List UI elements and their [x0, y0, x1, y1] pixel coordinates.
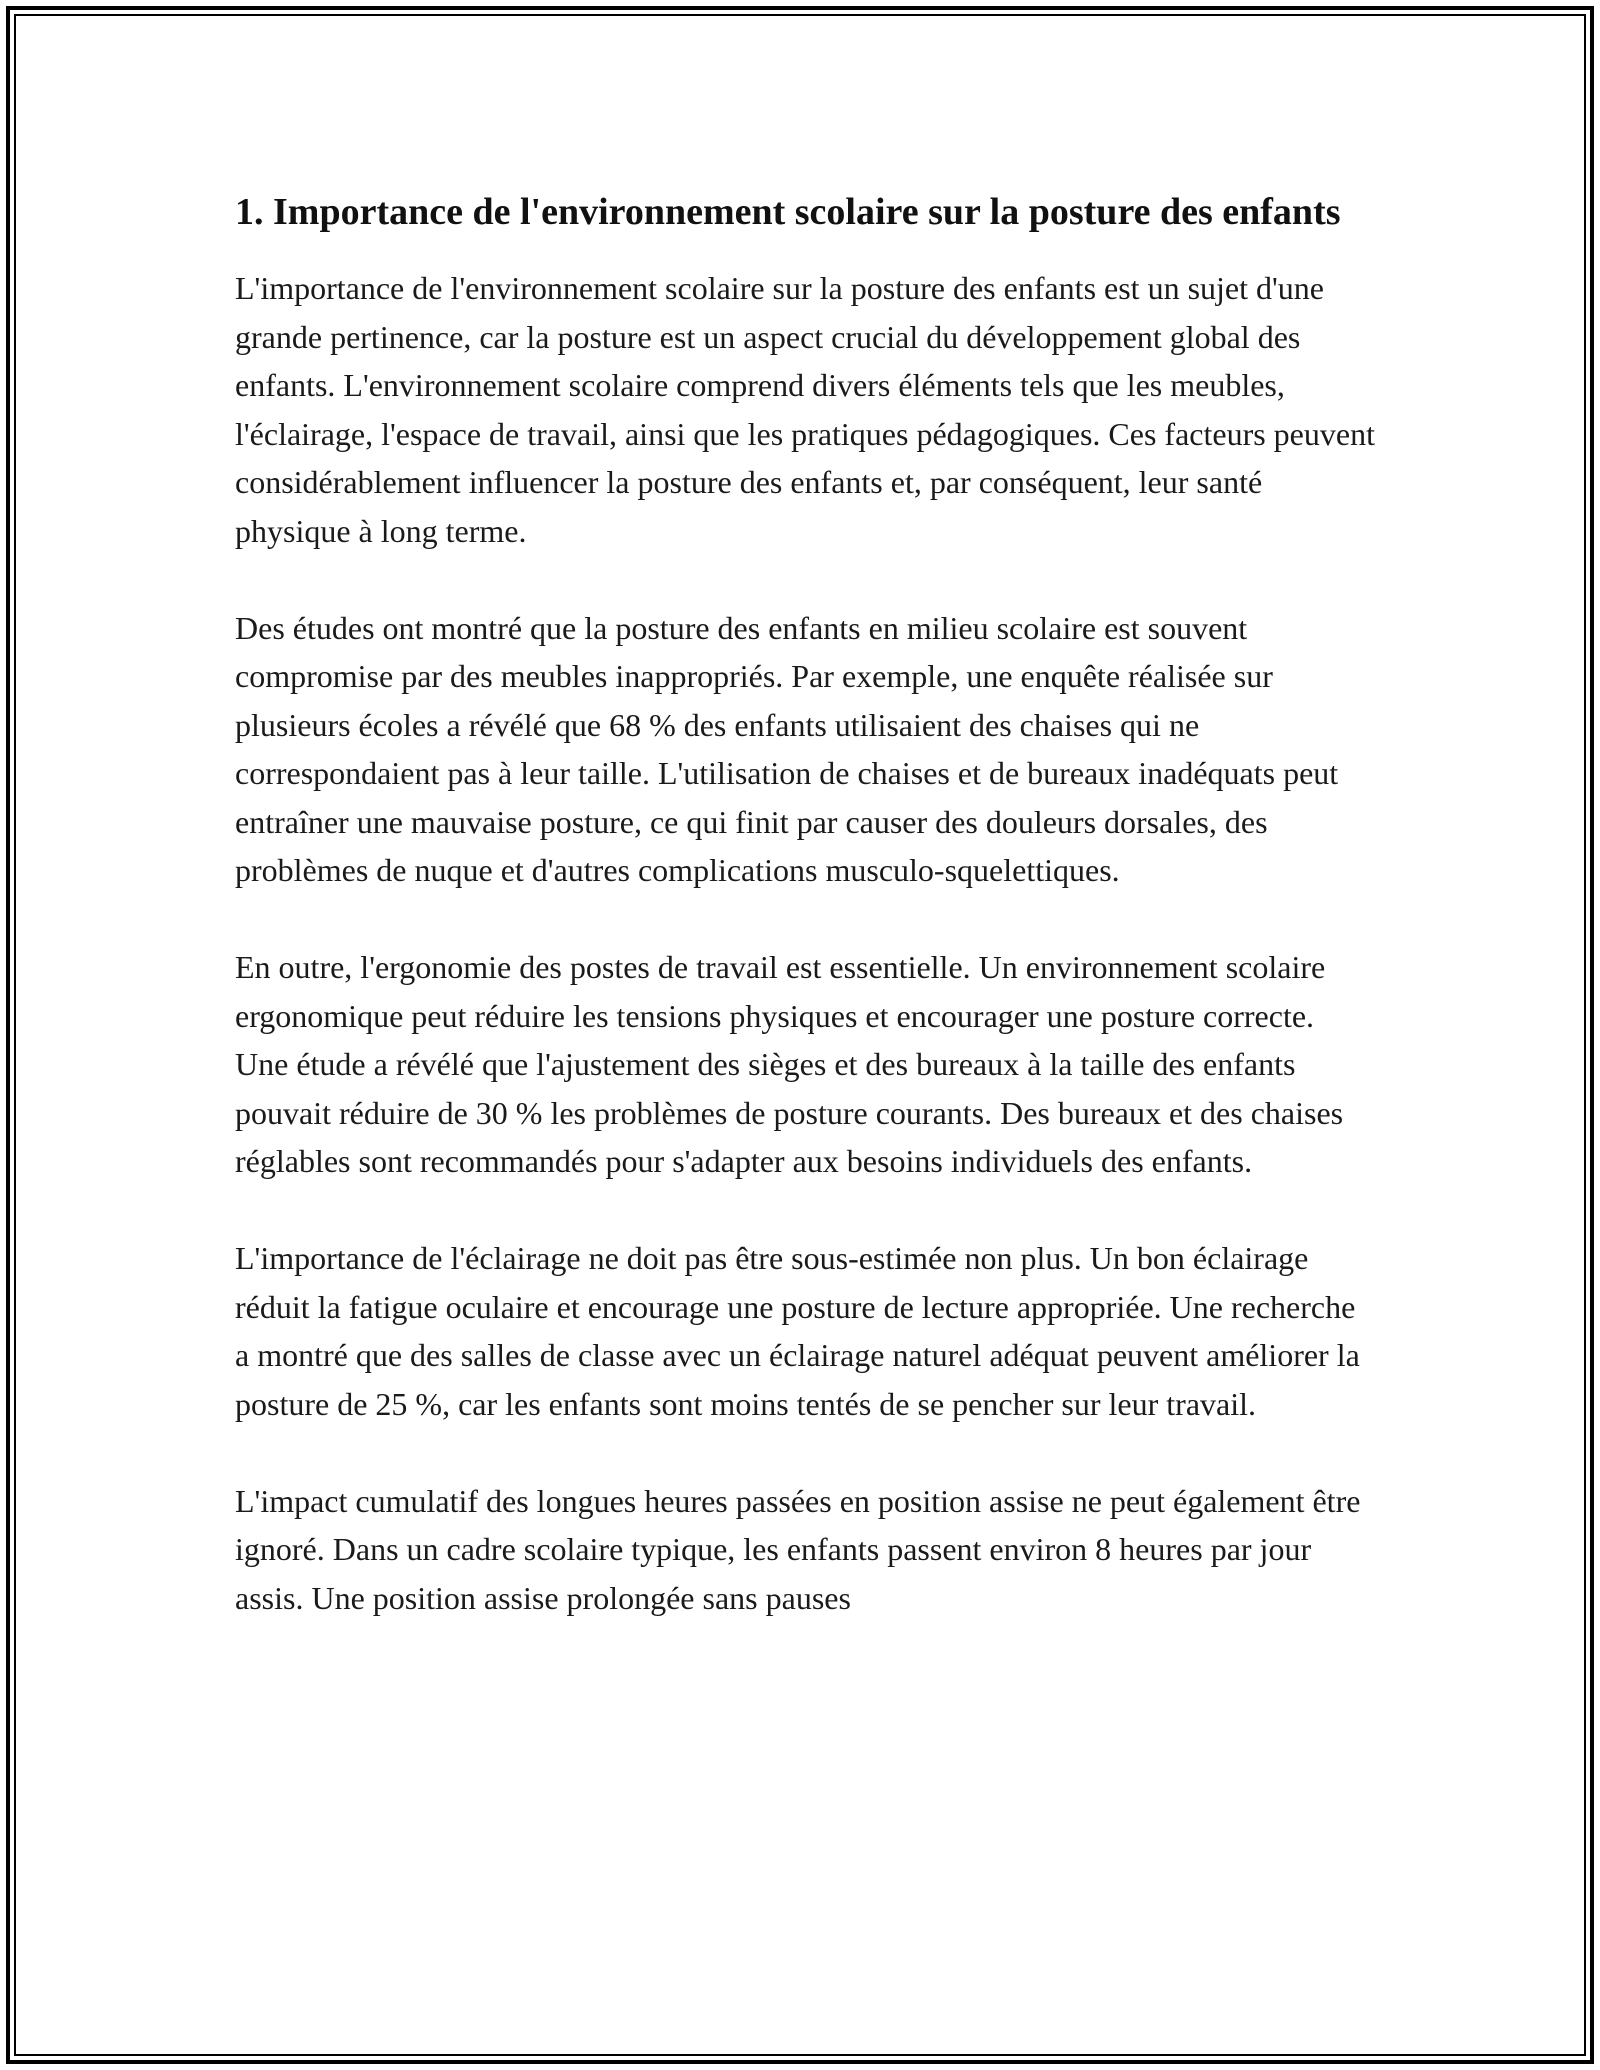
section-heading: 1. Importance de l'environnement scolaire sur la posture des enfants — [235, 191, 1341, 233]
document-body — [235, 185, 1375, 1622]
paragraph-1: L'importance de l'environnement scolaire sur la posture des enfants est un sujet d'une grande pertinence, car la posture est un aspect crucial du développement global des enfants. L'environnement scolaire comprend divers éléments tels que les meubles, l'éclairage, l'espace de travail, ainsi que les pratiques pédagogiques. Ces facteurs peuvent considérablement influencer la posture des enfants et, par conséquent, leur santé physique à long terme. — [235, 270, 1375, 549]
paragraph-2: Des études ont montré que la posture des enfants en milieu scolaire est souvent compromise par des meubles inappropriés. Par exemple, une enquête réalisée sur plusieurs écoles a révélé que 68 % des enfants utilisaient des chaises qui ne correspondaient pas à leur taille. L'utilisation de chaises et de bureaux inadéquats peut entraîner une mauvaise posture, ce qui finit par causer des douleurs dorsales, des problèmes de nuque et d'autres complications musculo-squelettiques. — [235, 609, 1339, 888]
paragraph-3: En outre, l'ergonomie des postes de travail est essentielle. Un environnement scolaire ergonomique peut réduire les tensions physiques et encourager une posture correcte. Une étude a révélé que l'ajustement des sièges et des bureaux à la taille des enfants pouvait réduire de 30 % les problèmes de posture courants. Des bureaux et des chaises réglables sont recommandés pour s'adapter aux besoins individuels des enfants. — [235, 949, 1344, 1179]
paragraph-5: L'impact cumulatif des longues heures passées en position assise ne peut également être ignoré. Dans un cadre scolaire typique, les enfants passent environ 8 heures par jour assis. Une position assise prolongée sans pauses — [235, 1482, 1361, 1616]
paragraph-4: L'importance de l'éclairage ne doit pas être sous-estimée non plus. Un bon éclairage réduit la fatigue oculaire et encourage une posture de lecture appropriée. Une recherche a montré que des salles de classe avec un éclairage naturel adéquat peuvent améliorer la posture de 25 %, car les enfants sont moins tentés de se pencher sur leur travail. — [235, 1240, 1360, 1422]
